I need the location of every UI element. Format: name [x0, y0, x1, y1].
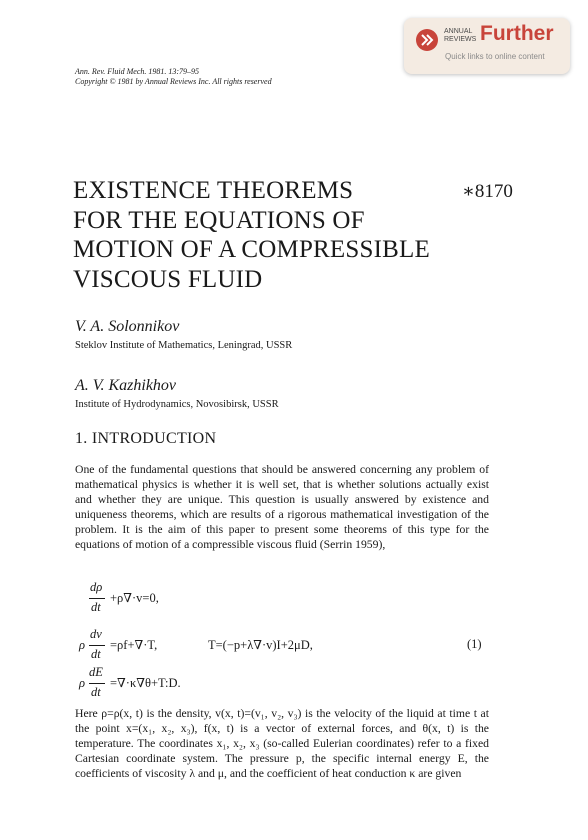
title-line: VISCOUS FLUID [73, 265, 263, 293]
intro-paragraph: One of the fundamental questions that should be answered concerning any problem of mathematical physics is whether it is well set, that is whether solutions actually exist and whether they are unique. This question is usually answered by existence and uniqueness theorems, which are results of a rigorous mathematical investigation of the problem. It is the aim of this paper to present some theorems of this type for the equations of motion of a compressible viscous fluid (Serrin 1959), [75, 463, 489, 551]
paper-title [73, 176, 430, 294]
eq-rhs: +ρ∇·v=0, [110, 591, 159, 605]
title-line: MOTION OF A COMPRESSIBLE [73, 236, 430, 263]
author-name: A. V. Kazhikhov [75, 377, 177, 394]
badge-further-label[interactable]: Further [480, 22, 554, 45]
reference-number: ∗8170 [462, 181, 513, 202]
badge-brand: ANNUAL REVIEWS [444, 28, 477, 43]
eq-fraction-denominator: dt [91, 647, 101, 661]
eq-fraction-denominator: dt [91, 600, 101, 614]
copyright-line: Copyright © 1981 by Annual Reviews Inc. All rights reserved [75, 77, 272, 86]
eq-stress-tensor: T=(−p+λ∇·v)I+2μD, [208, 638, 313, 652]
eq-fraction-denominator: dt [91, 685, 101, 699]
journal-citation [75, 67, 272, 87]
title-line: FOR THE EQUATIONS OF [73, 206, 365, 234]
equation-number: (1) [467, 637, 482, 651]
eq-rhs: =ρf+∇·T, [110, 638, 158, 652]
eq-prefix: ρ [79, 638, 85, 652]
definitions-paragraph: Here ρ=ρ(x, t) is the density, v(x, t)=(v₁, v₂, v₃) is the velocity of the liquid at time t at the point x=(x₁, x₂, x₃), f(x, t) is a vector of external forces, and θ(x, t) is the temperature. The coordinates x₁, x₂, x₃ (so-called Eulerian coordinates) refer to a fixed Cartesian coordinate system. The pressure p, the specific internal energy E, the coefficients of viscosity λ and μ, and the coefficient of heat conduction κ are given [75, 707, 489, 780]
author-name: V. A. Solonnikov [75, 318, 180, 335]
section-heading: 1. INTRODUCTION [75, 430, 217, 447]
eq-fraction-numerator: dE [89, 665, 103, 679]
title-line: EXISTENCE THEOREMS [73, 177, 354, 204]
annual-reviews-logo-icon [416, 29, 438, 51]
author-affiliation: Institute of Hydrodynamics, Novosibirsk, USSR [75, 399, 279, 410]
eq-prefix: ρ [79, 676, 85, 690]
eq-rhs: =∇·κ∇θ+T:D. [110, 676, 181, 690]
further-badge[interactable] [404, 18, 570, 74]
eq-fraction-numerator: dv [90, 627, 102, 641]
badge-subtitle: Quick links to online content [445, 52, 545, 61]
journal-citation-line1: Ann. Rev. Fluid Mech. 1981. 13:79–95 [75, 67, 200, 76]
author-affiliation: Steklov Institute of Mathematics, Leningrad, USSR [75, 340, 293, 351]
eq-fraction-numerator: dρ [90, 580, 103, 594]
